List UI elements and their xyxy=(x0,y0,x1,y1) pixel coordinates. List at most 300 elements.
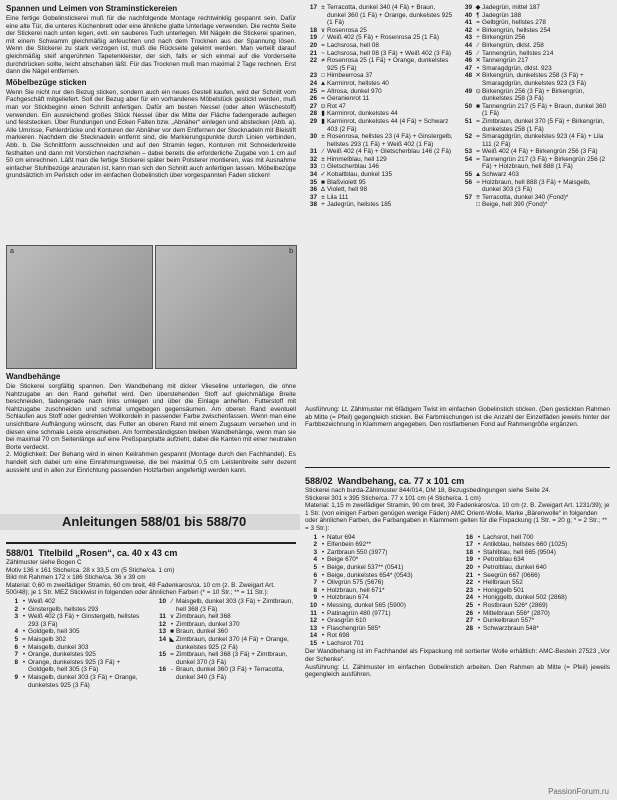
color-name: Grasgrün 610 xyxy=(327,617,367,625)
section-title-moebel: Möbelbezüge sticken xyxy=(6,77,87,87)
color-name: Terracotta, dunkel 340 (4 Fä) + Braun, dunkel 360 (1 Fä) + Orange, dunkelstes 925 (1 Fä) xyxy=(327,4,453,27)
color-list-item xyxy=(305,133,455,148)
color-number: 53 xyxy=(464,148,472,156)
color-name: Jadegrün, mittel 187 xyxy=(482,4,540,11)
color-list-item xyxy=(6,659,146,674)
stitch-symbol-icon: • xyxy=(22,673,26,681)
stitch-symbol-icon: • xyxy=(477,548,481,556)
color-number: 4 xyxy=(313,556,317,564)
section-text-wandbehaenge: Die Stickerei sorgfältig spannen. Den Wandbehang mit dicker Vlieseline unterlegen, die ohne Nahtzugabe an den Rand geheftet wird. Den überstehenden Stoff auf gleichmäßige Breite beschneiden, fadengerade nach links umlegen und über die Einlage anheften. Futterstoff mit Nahtzugabe zuschneiden und schmal umgebogen gegensäumen. Am oberen Rand eventuell Schlaufen aus Stoff oder gedrehten Wollkordeln in passender Farbe zwischenfassen. Wenn man eine unsichtbare Aufhängung wünscht, das Futter an oberen Rand mit einem Zugsaum versehen und in diesen eine schmale Leiste einschieben. Am formbeständigsten bleiben Wandbehänge, wenn man sie bei maximal 70 cm Seitenlänge auf eine Preßspanplatte aufzieht, dabei die Kanten mit einer neutralen Borte verdeckt. xyxy=(6,383,296,451)
stitch-symbol-icon: • xyxy=(321,609,325,617)
color-name: Braun, dunkel 360 (3 Fä) + Terracotta, dunkel 340 (3 Fä) xyxy=(176,666,285,681)
stitch-symbol-icon: - xyxy=(170,666,174,674)
color-list-item xyxy=(305,625,455,633)
color-name: Birkengrün 256 (3 Fä) + Birkengrün, dunkelstes 258 (3 Fä) xyxy=(482,87,585,103)
color-number: 50 xyxy=(464,102,472,110)
stitch-symbol-icon: ÷ xyxy=(476,34,480,42)
color-name: Rot 698 xyxy=(327,632,350,640)
color-number: 25 xyxy=(309,87,317,95)
color-list-item xyxy=(305,201,455,209)
color-number: 17 xyxy=(309,4,317,11)
color-name: Lachsrot 701 xyxy=(327,639,364,647)
color-list-item xyxy=(461,556,610,564)
stitch-symbol-icon: • xyxy=(477,541,481,549)
color-number: 7 xyxy=(14,651,18,659)
color-list-item xyxy=(305,572,455,580)
stitch-symbol-icon: • xyxy=(321,639,325,647)
stitch-symbol-icon: ▲ xyxy=(319,79,327,87)
section-text-moebel: Wenn Sie nicht nur den Bezug sticken, sondern auch ein neues Gestell kaufen, wird der Schnitt vom Fachgeschäft mitgeliefert. Soll der Bezug aber für ein vorhandenes Möbelstück gestickt werden, muß man vor Stickbeginn einen Schnitt anfertigen. Dafür am besten Nessel (oder alten Wäschestoff) verwenden. Ein ausreichend großes Stück Nessel über die Mitte der Fläche fadengerade auflegen und feststecken. Über Rundungen und Ecken Falten bzw. „Abnäher“ einlegen und abstecken (Abb. a). Alle Umrisse, Fehlerdrücke und Konturen der Abnäher vor dem Entfernen der Stecknadeln mit Bleistift markieren. Nachdem die Stecknadeln entfernt sind, die Markierungspunkte durch Linien verbinden, Abb. b. Die Schnittform ausschneiden und auf den Stramin legen, Konturen mit Schneiderkreide festhalten und dann mit Vorstichen nachziehen – dabei bereits die erforderliche Zugabe von 1 cm auf 50 cm einrechnen. Läßt man die fertige Stickerei später beim Polsterer montieren, was mit Ausnahme einfacher Stuhlbezüge anzuraten ist, kann man sich den Schnitt auch anfertigen lassen. Möbelbezüge grundsätzlich im Perlstich oder im einfachen Gobelinstich über vorgespannten Faden sticken! xyxy=(6,88,296,180)
color-name: Zimtbraun, hell 368 (3 Fä) + Zimtbraun, dunkel 370 (3 Fä) xyxy=(176,651,288,666)
color-number: 39 xyxy=(464,4,472,11)
color-list-item xyxy=(305,80,455,88)
color-list-item xyxy=(6,606,146,614)
color-number: 51 xyxy=(464,117,472,125)
color-name: Smaragdgrün, dunkelstes 923 (4 Fä) + Lila 111 (2 Fä) xyxy=(482,133,604,148)
ausfuehrung-588-01 xyxy=(305,406,610,429)
color-name: Karminrot, dunkelstes 44 (4 Fä) + Schwarz 403 (2 Fä) xyxy=(327,117,449,133)
stitch-symbol-icon: ¶ xyxy=(476,11,480,19)
stitch-symbol-icon: • xyxy=(477,556,481,564)
color-list-item xyxy=(305,57,455,72)
color-list-item xyxy=(460,179,610,194)
stitch-symbol-icon: ≡ xyxy=(476,193,480,201)
color-list-item xyxy=(6,674,146,689)
left-column-wandbehaenge xyxy=(6,372,296,474)
color-list-item xyxy=(305,50,455,58)
stitch-symbol-icon: • xyxy=(321,548,325,556)
color-list-item xyxy=(460,133,610,148)
photo-b-label: b xyxy=(289,248,293,255)
color-number: 28 xyxy=(309,110,317,118)
color-list-item xyxy=(305,88,455,96)
stitch-symbol-icon: = xyxy=(476,155,480,163)
color-list-item xyxy=(305,594,455,602)
color-list-item xyxy=(461,579,610,587)
color-number: 6 xyxy=(313,571,317,579)
stitch-symbol-icon: • xyxy=(321,586,325,594)
color-number: 21 xyxy=(465,571,473,579)
color-list-item xyxy=(305,610,455,618)
stitch-symbol-icon: □ xyxy=(321,163,325,171)
pattern-588-02-specs xyxy=(305,487,610,533)
color-list-item xyxy=(154,636,296,651)
color-name: Violett, hell 98 xyxy=(327,186,368,194)
color-number: 23 xyxy=(465,586,473,594)
spec-line: Motiv 136 x 161 Stiche/ca. 28 x 33,5 cm (5 Stiche/ca. 1 cm) xyxy=(6,566,175,574)
color-list-item xyxy=(6,636,146,644)
color-list-item xyxy=(461,564,610,572)
color-list-item xyxy=(461,610,610,618)
color-name: Beige, dunkelstes 654* (0543) xyxy=(327,571,413,579)
section-title-spannen: Spannen und Leimen von Straminstickereien xyxy=(6,4,178,13)
stitch-symbol-icon: • xyxy=(477,533,481,541)
color-list-item xyxy=(6,613,146,628)
color-list-item xyxy=(460,34,610,42)
pattern-588-02-heading xyxy=(305,476,610,486)
color-name: Karminrot, dunkelstes 44 xyxy=(327,110,398,118)
color-number: 33 xyxy=(309,163,317,171)
color-name: Weiß 402 (4 Fä) + Birkengrün 256 (3 Fä) xyxy=(482,148,598,156)
color-name: Kobaltblau, dunkel 135 xyxy=(327,171,393,179)
color-number: 12 xyxy=(309,617,317,625)
stitch-symbol-icon: ▲ xyxy=(474,171,482,179)
color-name: Himmelblau, hell 129 xyxy=(327,155,387,163)
spec-line: Material: 0,60 m zweifädiger Stramin, 60 cm breit, 48 Fadenkaros/ca. 10 cm (z. B. Zweigart Art. 500/48); je 1 Str. MEZ Stickiwist in folgenden oder ähnlichen Farben (* = 10 Str.; ** = 11 Str.): xyxy=(6,581,275,597)
color-name: Tannengrün 217 xyxy=(482,57,529,65)
stitch-symbol-icon: + xyxy=(321,201,325,209)
color-name: Holzbraun, hell 888 (3 Fä) + Maisgelb, dunkel 303 (3 Fä) xyxy=(482,178,591,194)
color-name: Terracotta, dunkel 340 (Fond)* xyxy=(482,193,569,201)
color-list-item xyxy=(460,12,610,20)
stitch-symbol-icon: • xyxy=(22,605,26,613)
color-list-item xyxy=(460,103,610,118)
color-list-item xyxy=(460,194,610,202)
stitch-symbol-icon: ▮ xyxy=(321,110,325,118)
color-list-item xyxy=(154,598,296,613)
stitch-symbol-icon: ≠ xyxy=(321,57,325,65)
color-name: Maisgelb, dunkel 303 (3 Fä) + Zimtbraun, hell 368 (3 Fä) xyxy=(176,597,294,613)
color-name: Antikblau, hellstes 660 (1025) xyxy=(483,541,568,549)
color-number: 2 xyxy=(313,541,317,549)
color-number: 44 xyxy=(464,41,472,49)
color-number: 22 xyxy=(465,579,473,587)
color-number: 26 xyxy=(465,609,473,617)
color-list-item xyxy=(305,640,455,648)
color-number: 52 xyxy=(464,133,472,141)
color-number: 8 xyxy=(313,586,317,594)
color-name: Stahlblau, hell 665 (9504) xyxy=(483,548,556,556)
pattern-588-01-title: Titelbild „Rosen“, ca. 40 x 43 cm xyxy=(38,548,178,558)
color-name: Birkengrün, dklst. 258 xyxy=(482,41,544,49)
color-name: Tannengrün 217 (5 Fä) + Braun, dunkel 360 (1 Fä) xyxy=(482,102,607,118)
stitch-symbol-icon: • xyxy=(321,533,325,541)
title-rule xyxy=(6,542,296,544)
spec-line: Zählmuster siehe Bogen C xyxy=(6,559,82,566)
stitch-symbol-icon: ∕ xyxy=(477,41,479,49)
color-number: 3 xyxy=(14,613,18,621)
color-list-item xyxy=(460,171,610,179)
color-name: Weiß 402 xyxy=(28,597,56,605)
color-list-item xyxy=(6,644,146,652)
color-list-item xyxy=(460,4,610,12)
color-name: Gletscherblau 146 xyxy=(327,163,379,171)
stitch-symbol-icon: • xyxy=(22,628,26,636)
color-number: 8 xyxy=(14,658,18,666)
color-number: 34 xyxy=(309,171,317,179)
color-list-item xyxy=(305,579,455,587)
color-list-item xyxy=(305,541,455,549)
color-list-item xyxy=(461,594,610,602)
color-name: Zimtbraun, dunkel 370 xyxy=(176,620,240,628)
color-list-item xyxy=(6,651,146,659)
color-number: 17 xyxy=(465,541,473,549)
stitch-symbol-icon: • xyxy=(476,64,480,72)
color-list-item xyxy=(461,625,610,633)
color-list-item xyxy=(305,156,455,164)
color-name: Rostbraun 526* (2869) xyxy=(483,601,548,609)
color-number: 40 xyxy=(464,11,472,19)
stitch-symbol-icon: ◆ xyxy=(475,4,481,11)
stitch-symbol-icon: ± xyxy=(321,155,325,163)
pattern-588-02-footer: Der Wandbehang ist im Fachhandel als Fixpackung mit sortierter Wolle erhältlich: AMC-Bestein 27523 „Vor der Schenke“. xyxy=(305,648,610,664)
color-name: Zartbraun 550 (3977) xyxy=(327,548,388,556)
color-list-item xyxy=(460,57,610,65)
color-list-item xyxy=(461,587,610,595)
stitch-symbol-icon: ± xyxy=(321,4,325,11)
color-number: 35 xyxy=(309,178,317,186)
color-name: Beige 670* xyxy=(327,556,359,564)
stitch-symbol-icon: □ xyxy=(476,201,480,209)
color-number: 1 xyxy=(14,597,18,605)
color-name: Tannengrün, hellstes 214 xyxy=(482,49,554,57)
color-list-item xyxy=(305,534,455,542)
section-text-spannen: Eine fertige Gobelinstickerei muß für die nachfolgende Montage rechtwinklig gespannt sein. Dafür eine alte Tür, die unteres Küchenbrett oder eine ähnliche glatte Unterlage verwenden. Die rechte Seite der Stickerei nach unten legen, evtl. ein sauberes Tuch unterlegen. Mit Nägeln die Stickerei spannen, mit einem Schwamm gleichmäßig anfeuchten und nach dem Trocknen aus der Spannung lösen. Wenn die Stickerei zu stark verzogen ist, muß die Rückseite geleimt werden. Man verteilt darauf gleichmäßig steif angerührten Tapetenkleister, der sich, falls er sich einmal auf die Vorderseite durchdrücken sollte, leicht abschaben läßt. Für das Trocknen muß man maximal 2 Tage rechnen. Erst dann die Nägel entfernen. xyxy=(6,15,296,76)
color-list-588-01-a xyxy=(6,598,146,689)
color-name: Orange, dunkelstes 925 xyxy=(28,651,96,659)
color-list-item xyxy=(461,617,610,625)
stitch-symbol-icon: • xyxy=(321,624,325,632)
color-number: 36 xyxy=(309,186,317,194)
color-list-588-01-d xyxy=(460,4,610,209)
ausfuehrung-text: Ausführung: Lt. Zählmuster mit 6fädigem Twist im einfachen Gobelinstich sticken. (Den gestickten Rahmen ab Mitte (= Pfeil) gegengleich sticken. Bei Farbmischungen ist die Anzahl der Einzelfäden jeweils hinter der Farbbezeichnung in Klammern angegeben. Den rostfarbenen Fond auf Rahmengröße ergänzen. xyxy=(305,406,610,429)
stitch-symbol-icon: • xyxy=(22,658,26,666)
color-number: 3 xyxy=(313,548,317,556)
color-name: Goldgelb, hell 305 xyxy=(28,628,80,636)
color-name: Petrolblau, dunkel 640 xyxy=(483,563,547,571)
color-name: Holzbraun, hell 671* xyxy=(327,586,385,594)
stitch-symbol-icon: • xyxy=(321,563,325,571)
color-number: 5 xyxy=(14,635,18,643)
color-number: 47 xyxy=(464,64,472,72)
stitch-symbol-icon: = xyxy=(321,95,325,103)
color-number: 13 xyxy=(158,628,166,636)
stitch-symbol-icon: • xyxy=(477,586,481,594)
color-number: 56 xyxy=(464,178,472,186)
color-number: 20 xyxy=(309,41,317,49)
color-list-item xyxy=(305,556,455,564)
color-name: Lachsrosa, hell 08 (3 Fä) + Weiß 402 (3 Fä) xyxy=(327,49,452,57)
stitch-symbol-icon: = xyxy=(476,117,480,125)
color-name: Petrolblau 634 xyxy=(483,556,525,564)
color-list-item xyxy=(305,72,455,80)
color-name: Maisgelb, dunkel 303 xyxy=(28,643,89,651)
pattern-588-01-heading xyxy=(6,548,296,558)
color-name: Zimtbraun, hell 368 xyxy=(176,613,231,621)
color-list-item xyxy=(305,148,455,156)
color-list-item xyxy=(460,118,610,133)
pattern-588-01-code: 588/01 xyxy=(6,548,34,558)
color-number: 11 xyxy=(159,613,166,621)
color-number: 19 xyxy=(309,34,317,42)
color-number: 5 xyxy=(313,563,317,571)
color-number: 28 xyxy=(465,624,473,632)
color-list-item xyxy=(460,50,610,58)
color-number: 22 xyxy=(309,57,317,65)
stitch-symbol-icon: ∆ xyxy=(321,186,325,194)
color-list-item xyxy=(305,103,455,111)
color-name: Ginstergelb, hellstes 293 xyxy=(28,605,99,613)
color-name: Messing, dunkel 565 (5900) xyxy=(327,601,406,609)
color-name: Altrosa, dunkel 970 xyxy=(327,87,382,95)
color-name: Seegrün 667 (0666) xyxy=(483,571,540,579)
middle-column xyxy=(305,4,455,209)
stitch-symbol-icon: • xyxy=(321,556,325,564)
color-number: 26 xyxy=(309,95,317,103)
color-list-item xyxy=(154,613,296,621)
color-name: Jadegrün 188 xyxy=(482,11,522,19)
color-name: Rosenrosa, hellstes 23 (4 Fä) + Ginstergelb, hellstes 293 (1 Fä) + Weiß 402 (1 Fä) xyxy=(327,133,453,148)
color-name: Weiß 402 (5 Fä) + Rosenrosa 25 (1 Fä) xyxy=(327,34,439,42)
stitch-symbol-icon: □ xyxy=(321,72,325,80)
instructions-title: Anleitungen 588/01 bis 588/70 xyxy=(62,514,247,529)
spec-line: Stickerei 301 x 395 Stiche/ca. 77 x 101 cm (4 Stiche/ca. 1 cm) xyxy=(305,494,481,502)
color-name: Geranienrot 11 xyxy=(327,95,370,103)
color-name: Jadegrün, hellstes 185 xyxy=(327,201,392,209)
stitch-symbol-icon: × xyxy=(476,26,480,34)
color-name: Braun, dunkel 360 xyxy=(176,628,228,636)
color-name: Birkengrün, dunkelstes 258 (3 Fä) + Smaragdgrün, dunkelstes 923 (3 Fä) xyxy=(482,72,587,87)
stitch-symbol-icon: ■ xyxy=(476,102,480,110)
stitch-symbol-icon: ∕ xyxy=(322,34,324,42)
color-number: 29 xyxy=(309,117,317,125)
color-list-item xyxy=(460,156,610,171)
stitch-symbol-icon: ✕ xyxy=(475,72,481,80)
color-list-item xyxy=(460,42,610,50)
photo-b xyxy=(155,245,297,369)
color-number: 14 xyxy=(309,632,317,640)
stitch-symbol-icon: = xyxy=(476,19,480,27)
color-list-item xyxy=(6,628,146,636)
color-name: Honiggelb 501 xyxy=(483,586,525,594)
pattern-588-01 xyxy=(6,548,296,689)
stitch-symbol-icon: • xyxy=(321,571,325,579)
color-number: 54 xyxy=(464,155,472,163)
color-name: Weiß 402 (3 Fä) + Ginstergelb, hellstes 293 (3 Fä) xyxy=(28,613,140,628)
color-number: 10 xyxy=(158,597,166,605)
color-name: Flaschengrün 585* xyxy=(327,624,381,632)
color-number: 12 xyxy=(158,620,166,628)
color-number: 32 xyxy=(309,155,317,163)
color-name: Lila 111 xyxy=(327,193,349,201)
color-list-item xyxy=(460,27,610,35)
color-number: 31 xyxy=(309,148,317,156)
color-list-item xyxy=(461,534,610,542)
stitch-symbol-icon: • xyxy=(477,571,481,579)
color-name: Maisgelb 302 xyxy=(28,635,67,643)
color-name: Schwarz 403 xyxy=(482,171,519,179)
stitch-symbol-icon: ■ xyxy=(170,628,174,636)
color-number: 23 xyxy=(309,72,317,80)
stitch-symbol-icon: • xyxy=(22,597,26,605)
stitch-symbol-icon: • xyxy=(321,617,325,625)
stitch-symbol-icon: ~ xyxy=(321,49,325,57)
stitch-symbol-icon: = xyxy=(321,41,325,49)
color-number: 27 xyxy=(465,617,473,625)
stitch-symbol-icon: • xyxy=(321,541,325,549)
color-list-item xyxy=(460,72,610,87)
color-number: 2 xyxy=(14,605,18,613)
stitch-symbol-icon: • xyxy=(477,579,481,587)
stitch-symbol-icon: ◣ xyxy=(169,635,175,643)
stitch-symbol-icon: ± xyxy=(321,193,325,201)
color-name: Hellbraun 552 xyxy=(483,579,523,587)
stitch-symbol-icon: • xyxy=(321,601,325,609)
color-list-item xyxy=(461,541,610,549)
stitch-symbol-icon: ▮ xyxy=(321,117,325,125)
spec-line: Stickerei nach burda-Zählmuster 844/014, DM 18, Bezugsbedingungen siehe Seite 24. xyxy=(305,487,551,494)
stitch-symbol-icon: • xyxy=(477,624,481,632)
color-name: Rosenrosa 25 (1 Fä) + Orange, dunkelstes 925 (5 Fä) xyxy=(327,57,449,72)
color-list-item xyxy=(305,171,455,179)
color-number: 7 xyxy=(313,579,317,587)
stitch-symbol-icon: ∕ xyxy=(322,148,324,156)
color-list-item xyxy=(305,95,455,103)
right-column xyxy=(460,4,610,209)
stitch-symbol-icon: • xyxy=(22,613,26,621)
section-text-wandbehaenge-2: 2. Möglichkeit: Der Behang wird in einen Keilrahmen gespannt (Montage durch den Fachhandel). Es handelt sich dabei um eine Einrahmungsweise, die bei maximal 0,5 cm Leistenbreite sehr dezent aussieht und in allen zur Einrichtung passenden Holzfarben angefertigt werden kann. xyxy=(6,451,296,474)
stitch-symbol-icon: ≈ xyxy=(476,178,480,186)
color-list-588-02-a xyxy=(305,534,455,648)
color-list-item xyxy=(305,602,455,610)
color-number: 21 xyxy=(309,49,317,57)
stitch-symbol-icon: • xyxy=(170,620,174,628)
spec-line: Bild mit Rahmen 172 x 186 Stiche/ca. 36 x 39 cm xyxy=(6,574,146,582)
color-number: 55 xyxy=(464,171,472,179)
stitch-symbol-icon: ∨ xyxy=(169,613,175,621)
separator-588-02 xyxy=(305,467,610,468)
color-name: Natur 694 xyxy=(327,533,356,541)
color-name: Lachsrosa, hell 08 xyxy=(327,41,379,49)
stitch-symbol-icon: ■ xyxy=(321,178,325,186)
color-list-item xyxy=(154,621,296,629)
color-number: 41 xyxy=(464,19,472,27)
color-number: 30 xyxy=(309,133,317,141)
color-number: 14 xyxy=(158,635,166,643)
color-name: Blaßviolett 95 xyxy=(327,178,366,186)
color-list-item xyxy=(461,572,610,580)
color-name: Mittelbraun 556* (2870) xyxy=(483,609,550,617)
color-list-item xyxy=(305,587,455,595)
color-name: Zimtbraun, dunkel 370 (5 Fä) + Birkengrün, dunkelstes 258 (1 Fä) xyxy=(482,117,605,133)
photo-a xyxy=(6,245,153,369)
color-number: 1 xyxy=(313,533,317,541)
stitch-symbol-icon: ∨ xyxy=(320,26,326,34)
stitch-symbol-icon: = xyxy=(22,635,26,643)
color-number: 25 xyxy=(465,601,473,609)
stitch-symbol-icon: = xyxy=(321,87,325,95)
color-number: 48 xyxy=(464,72,472,80)
color-list-item xyxy=(305,118,455,133)
color-list-item xyxy=(305,4,455,27)
color-list-item xyxy=(154,651,296,666)
color-name: Beige, dunkel 537** (0541) xyxy=(327,563,404,571)
color-number: 13 xyxy=(309,624,317,632)
color-list-item xyxy=(460,201,610,209)
color-number: 11 xyxy=(310,609,317,617)
color-list-item xyxy=(305,110,455,118)
color-name: Gelbgrün, hellstes 278 xyxy=(482,19,546,27)
color-number: 10 xyxy=(309,601,317,609)
color-number: 46 xyxy=(464,57,472,65)
stitch-symbol-icon: • xyxy=(22,651,26,659)
color-number: 42 xyxy=(464,26,472,34)
color-number: 15 xyxy=(309,639,317,647)
color-number: 9 xyxy=(14,673,18,681)
stitch-symbol-icon: ⊙ xyxy=(320,102,326,110)
color-name: Rosenrosa 25 xyxy=(327,26,367,34)
stitch-symbol-icon: • xyxy=(477,594,481,602)
